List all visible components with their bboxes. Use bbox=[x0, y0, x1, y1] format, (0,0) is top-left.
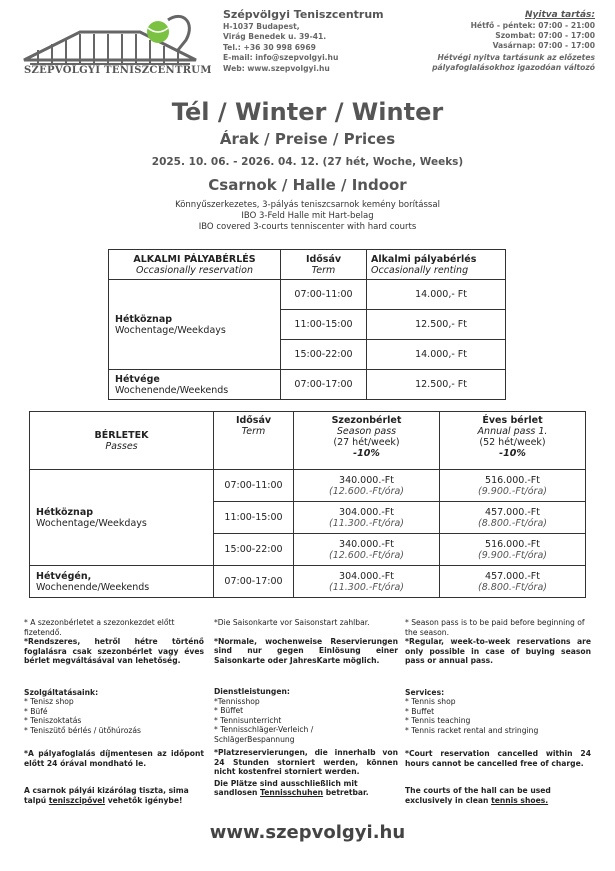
website: Web: www.szepvolgyi.hu bbox=[223, 63, 330, 73]
weekday-label: Hétköznap Wochentage/Weekdays bbox=[109, 280, 281, 370]
center-name: Szépvölgyi Teniszcentrum bbox=[223, 8, 384, 21]
page-title: Tél / Winter / Winter bbox=[171, 98, 444, 126]
time-cell: 15:00-22:00 bbox=[281, 340, 367, 370]
phone: Tel.: +36 30 998 6969 bbox=[223, 42, 316, 52]
price-cell: 12.500,- Ft bbox=[367, 310, 506, 340]
table-header: BÉRLETEK Passes Idősáv Term Szezonbérlet Season pass (27 hét/week) -10% Éves bérlet Annual pass 1. (52 hét/week) -10% bbox=[30, 412, 586, 470]
weekday-label: Hétköznap Wochentage/Weekdays bbox=[30, 470, 214, 566]
table-row: Hétvégén, Wochenende/Weekends 07:00-17:00 304.000.-Ft (11.300.-Ft/óra) 457.000.-Ft (8.800.-Ft/óra) bbox=[30, 566, 586, 598]
hours-row: Szombat: 07:00 - 17:00 bbox=[495, 31, 595, 40]
hours-row: Hétfő - péntek: 07:00 - 21:00 bbox=[470, 21, 595, 30]
email: E-mail: info@szepvolgyi.hu bbox=[223, 53, 339, 62]
address-line-2: Virág Benedek u. 39-41. bbox=[223, 32, 327, 41]
hours-note-1: Hétvégi nyitva tartásunk az előzetes bbox=[437, 53, 595, 62]
logo-text: SZÉPVÖLGYI TENISZCENTRUM bbox=[24, 65, 212, 76]
time-cell: 11:00-15:00 bbox=[214, 502, 294, 534]
notes-hungarian: * A szezonbérletet a szezonkezdet előtt fizetendő. *Rendszeres, hetről hétre történő foglalásra csak szezonbérlet vagy éves bérlet megváltásával van lehetőség. Szolgáltatásaink: * Tenisz shop * Büfé * Teniszoktatás * Teniszütő bérlés / ütőhúrozás *A pályafoglalás díjmentesen az időpont előtt 24 órával mondható le. A csarnok pályái kizárólag tiszta, sima talpú teniszcipővel vehetők igénybe! bbox=[24, 618, 204, 805]
hall-description: Könnyűszerkezetes, 3-pályás teniszcsarnok kemény borítással IBO 3-Feld Halle mit Hart-belag IBO covered 3-courts tenniscenter with hard courts bbox=[175, 200, 440, 232]
weekend-label: Hétvégén, Wochenende/Weekends bbox=[30, 566, 214, 598]
passes-table bbox=[29, 411, 586, 598]
time-cell: 07:00-17:00 bbox=[281, 370, 367, 400]
prices-title: Árak / Preise / Prices bbox=[219, 130, 396, 148]
price-cell: 12.500,- Ft bbox=[367, 370, 506, 400]
hall-title: Csarnok / Halle / Indoor bbox=[208, 176, 407, 194]
notes-german: *Die Saisonkarte vor Saisonstart zahlbar. *Normale, wochenweise Reservierungen sind nur gegen Einlösung einer Saisonkarte oder JahresKarte möglich. Dienstleistungen: *Tennisshop * Büffet * Tennisunterricht * Tennisschläger-Verleich / SchlägerBespannung *Platzreservierungen, die innerhalb von 24 Stunden storniert werden, können nicht kostenfrei storniert werden. Die Plätze sind ausschließlich mit sandlosen Tennisschuhen betretbar. bbox=[214, 618, 398, 797]
contact-block bbox=[223, 10, 384, 74]
opening-hours bbox=[395, 10, 595, 73]
hours-title: Nyitva tartás: bbox=[524, 10, 595, 20]
hours-row: Vasárnap: 07:00 - 17:00 bbox=[492, 41, 595, 50]
price-cell: 14.000,- Ft bbox=[367, 280, 506, 310]
table-row bbox=[109, 280, 506, 310]
table-row: 11:00-15:00 304.000.-Ft (11.300.-Ft/óra) 457.000.-Ft (8.800.-Ft/óra) bbox=[30, 502, 586, 534]
address-line-1: H-1037 Budapest, bbox=[223, 21, 300, 31]
footer-url: www.szepvolgyi.hu bbox=[209, 822, 406, 843]
time-cell: 11:00-15:00 bbox=[281, 310, 367, 340]
table-row: Hétköznap Wochentage/Weekdays 07:00-11:00 340.000.-Ft (12.600.-Ft/óra) 516.000.-Ft (9.900.-Ft/óra) bbox=[30, 470, 586, 502]
table-row: 15:00-22:00 340.000.-Ft (12.600.-Ft/óra) 516.000.-Ft (9.900.-Ft/óra) bbox=[30, 534, 586, 566]
season-dates: 2025. 10. 06. - 2026. 04. 12. (27 hét, Woche, Weeks) bbox=[151, 156, 464, 168]
price-cell: 14.000,- Ft bbox=[367, 340, 506, 370]
notes-english: * Season pass is to be paid before beginning of the season. *Regular, week-to-week reservations are only possible in case of buying season pass or annual pass. Services: * Tennis shop * Buffet * Tennis teaching * Tennis racket rental and stringing *Court reservation cancelled within 24 hours cannot be cancelled free of charge. The courts of the hall can be used exclusively in clean tennis shoes. bbox=[405, 618, 591, 805]
occasional-rental-table bbox=[108, 249, 506, 400]
time-cell: 07:00-17:00 bbox=[214, 566, 294, 598]
time-cell: 07:00-11:00 bbox=[214, 470, 294, 502]
hours-note-2: pályafoglalásokhoz igazodóan változó bbox=[432, 63, 595, 72]
weekend-label: Hétvége Wochenende/Weekends bbox=[109, 370, 281, 400]
table-header: ALKALMI PÁLYABÉRLÉS Occasionally reservation Idősáv Term Alkalmi pályabérlés Occasionally renting bbox=[109, 250, 506, 280]
time-cell: 15:00-22:00 bbox=[214, 534, 294, 566]
table-row bbox=[109, 370, 506, 400]
time-cell: 07:00-11:00 bbox=[281, 280, 367, 310]
